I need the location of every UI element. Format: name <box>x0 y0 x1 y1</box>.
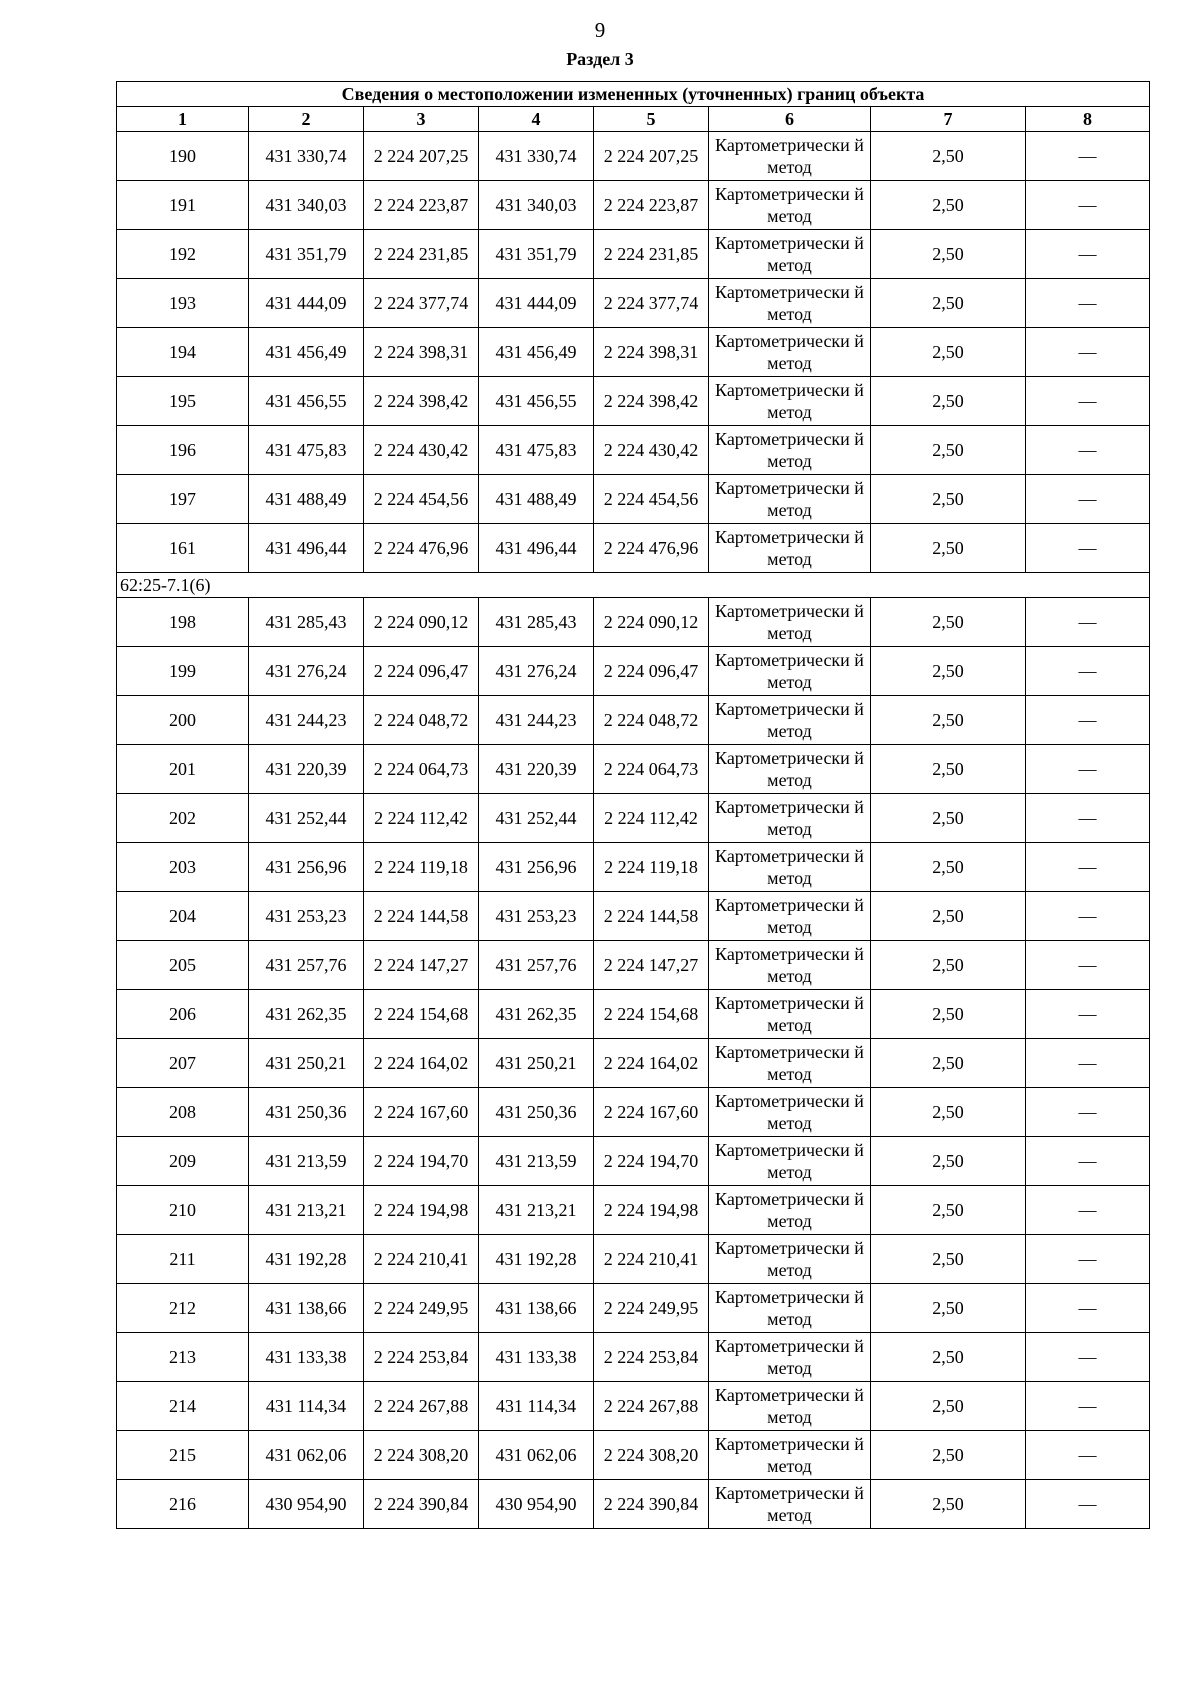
table-row <box>117 598 1150 647</box>
cell-col-8: — <box>1026 843 1150 892</box>
cell-col-1: 211 <box>117 1235 249 1284</box>
cell-col-7: 2,50 <box>871 475 1026 524</box>
cell-col-7: 2,50 <box>871 1284 1026 1333</box>
cell-col-3: 2 224 223,87 <box>364 181 479 230</box>
cell-col-4: 431 475,83 <box>479 426 594 475</box>
cell-col-7: 2,50 <box>871 1137 1026 1186</box>
cell-col-8: — <box>1026 1235 1150 1284</box>
column-header-2: 2 <box>249 107 364 132</box>
cell-col-6: Картометрически й метод <box>709 990 871 1039</box>
cell-col-8: — <box>1026 475 1150 524</box>
cell-col-7: 2,50 <box>871 181 1026 230</box>
cell-col-7: 2,50 <box>871 1088 1026 1137</box>
cell-col-8: — <box>1026 328 1150 377</box>
cell-col-2: 430 954,90 <box>249 1480 364 1529</box>
table-row <box>117 794 1150 843</box>
cell-col-3: 2 224 194,70 <box>364 1137 479 1186</box>
cell-col-6: Картометрически й метод <box>709 598 871 647</box>
cell-col-8: — <box>1026 941 1150 990</box>
cell-col-2: 431 456,55 <box>249 377 364 426</box>
cell-col-5: 2 224 398,31 <box>594 328 709 377</box>
cell-col-2: 431 244,23 <box>249 696 364 745</box>
cell-col-2: 431 351,79 <box>249 230 364 279</box>
cell-col-2: 431 250,21 <box>249 1039 364 1088</box>
cell-col-7: 2,50 <box>871 279 1026 328</box>
column-header-3: 3 <box>364 107 479 132</box>
cell-col-3: 2 224 390,84 <box>364 1480 479 1529</box>
cell-col-2: 431 285,43 <box>249 598 364 647</box>
cell-col-6: Картометрически й метод <box>709 647 871 696</box>
cell-col-3: 2 224 398,42 <box>364 377 479 426</box>
cell-col-7: 2,50 <box>871 1480 1026 1529</box>
cell-col-3: 2 224 454,56 <box>364 475 479 524</box>
cell-col-2: 431 213,59 <box>249 1137 364 1186</box>
column-header-7: 7 <box>871 107 1026 132</box>
cell-col-1: 214 <box>117 1382 249 1431</box>
cell-col-1: 210 <box>117 1186 249 1235</box>
table-row <box>117 426 1150 475</box>
cell-col-1: 201 <box>117 745 249 794</box>
cell-col-5: 2 224 430,42 <box>594 426 709 475</box>
group-row <box>117 573 1150 598</box>
cell-col-6: Картометрически й метод <box>709 1333 871 1382</box>
cell-col-8: — <box>1026 1333 1150 1382</box>
cell-col-2: 431 114,34 <box>249 1382 364 1431</box>
cell-col-1: 196 <box>117 426 249 475</box>
cell-col-4: 431 488,49 <box>479 475 594 524</box>
cell-col-5: 2 224 249,95 <box>594 1284 709 1333</box>
cell-col-4: 431 262,35 <box>479 990 594 1039</box>
cell-col-2: 431 257,76 <box>249 941 364 990</box>
table-row <box>117 892 1150 941</box>
cell-col-5: 2 224 090,12 <box>594 598 709 647</box>
cell-col-8: — <box>1026 1088 1150 1137</box>
table-row <box>117 475 1150 524</box>
cell-col-6: Картометрически й метод <box>709 524 871 573</box>
cell-col-6: Картометрически й метод <box>709 1284 871 1333</box>
cell-col-2: 431 253,23 <box>249 892 364 941</box>
cell-col-3: 2 224 167,60 <box>364 1088 479 1137</box>
cell-col-6: Картометрически й метод <box>709 377 871 426</box>
cell-col-4: 431 256,96 <box>479 843 594 892</box>
cell-col-1: 203 <box>117 843 249 892</box>
cell-col-1: 213 <box>117 1333 249 1382</box>
table-row <box>117 647 1150 696</box>
cell-col-2: 431 256,96 <box>249 843 364 892</box>
cell-col-2: 431 192,28 <box>249 1235 364 1284</box>
cell-col-6: Картометрически й метод <box>709 230 871 279</box>
page-number: 9 <box>594 18 606 42</box>
table-row <box>117 1137 1150 1186</box>
cell-col-5: 2 224 154,68 <box>594 990 709 1039</box>
column-numbers-row <box>117 107 1150 132</box>
cell-col-3: 2 224 164,02 <box>364 1039 479 1088</box>
cell-col-2: 431 062,06 <box>249 1431 364 1480</box>
cell-col-1: 207 <box>117 1039 249 1088</box>
cell-col-3: 2 224 096,47 <box>364 647 479 696</box>
cell-col-7: 2,50 <box>871 377 1026 426</box>
cell-col-2: 431 330,74 <box>249 132 364 181</box>
cell-col-7: 2,50 <box>871 524 1026 573</box>
cell-col-4: 431 496,44 <box>479 524 594 573</box>
table-row <box>117 843 1150 892</box>
cell-col-5: 2 224 194,70 <box>594 1137 709 1186</box>
cell-col-4: 431 285,43 <box>479 598 594 647</box>
table-caption: Сведения о местоположении измененных (уточненных) границ объекта <box>117 82 1150 107</box>
cell-col-2: 431 250,36 <box>249 1088 364 1137</box>
cell-col-6: Картометрически й метод <box>709 892 871 941</box>
table-row <box>117 328 1150 377</box>
cell-col-7: 2,50 <box>871 941 1026 990</box>
cell-col-4: 431 133,38 <box>479 1333 594 1382</box>
cell-col-7: 2,50 <box>871 745 1026 794</box>
cell-col-5: 2 224 207,25 <box>594 132 709 181</box>
cell-col-4: 431 138,66 <box>479 1284 594 1333</box>
cell-col-4: 431 252,44 <box>479 794 594 843</box>
cell-col-5: 2 224 223,87 <box>594 181 709 230</box>
cell-col-5: 2 224 210,41 <box>594 1235 709 1284</box>
cell-col-6: Картометрически й метод <box>709 475 871 524</box>
cell-col-7: 2,50 <box>871 990 1026 1039</box>
table-row <box>117 1382 1150 1431</box>
cell-col-6: Картометрически й метод <box>709 1480 871 1529</box>
cell-col-7: 2,50 <box>871 230 1026 279</box>
cell-col-3: 2 224 398,31 <box>364 328 479 377</box>
cell-col-7: 2,50 <box>871 1235 1026 1284</box>
cell-col-2: 431 276,24 <box>249 647 364 696</box>
cell-col-1: 209 <box>117 1137 249 1186</box>
cell-col-6: Картометрически й метод <box>709 745 871 794</box>
table-row <box>117 181 1150 230</box>
cell-col-5: 2 224 096,47 <box>594 647 709 696</box>
cell-col-6: Картометрически й метод <box>709 1137 871 1186</box>
cell-col-4: 431 257,76 <box>479 941 594 990</box>
cell-col-7: 2,50 <box>871 1431 1026 1480</box>
cell-col-4: 431 276,24 <box>479 647 594 696</box>
cell-col-6: Картометрически й метод <box>709 1039 871 1088</box>
cell-col-1: 198 <box>117 598 249 647</box>
cell-col-1: 197 <box>117 475 249 524</box>
group-label: 62:25-7.1(6) <box>117 573 1150 598</box>
column-header-4: 4 <box>479 107 594 132</box>
cell-col-4: 431 213,59 <box>479 1137 594 1186</box>
column-header-1: 1 <box>117 107 249 132</box>
cell-col-4: 431 456,49 <box>479 328 594 377</box>
column-header-5: 5 <box>594 107 709 132</box>
cell-col-1: 192 <box>117 230 249 279</box>
cell-col-8: — <box>1026 1186 1150 1235</box>
cell-col-3: 2 224 253,84 <box>364 1333 479 1382</box>
cell-col-8: — <box>1026 1480 1150 1529</box>
cell-col-5: 2 224 147,27 <box>594 941 709 990</box>
cell-col-7: 2,50 <box>871 892 1026 941</box>
cell-col-6: Картометрически й метод <box>709 181 871 230</box>
table-body <box>117 132 1150 1529</box>
cell-col-2: 431 138,66 <box>249 1284 364 1333</box>
cell-col-7: 2,50 <box>871 1186 1026 1235</box>
cell-col-1: 190 <box>117 132 249 181</box>
cell-col-8: — <box>1026 181 1150 230</box>
cell-col-8: — <box>1026 426 1150 475</box>
cell-col-8: — <box>1026 647 1150 696</box>
cell-col-6: Картометрически й метод <box>709 426 871 475</box>
cell-col-7: 2,50 <box>871 1039 1026 1088</box>
cell-col-7: 2,50 <box>871 132 1026 181</box>
cell-col-7: 2,50 <box>871 426 1026 475</box>
cell-col-8: — <box>1026 377 1150 426</box>
table-row <box>117 1480 1150 1529</box>
cell-col-1: 200 <box>117 696 249 745</box>
section-title: Раздел 3 <box>566 49 634 69</box>
cell-col-2: 431 496,44 <box>249 524 364 573</box>
cell-col-8: — <box>1026 1382 1150 1431</box>
cell-col-1: 194 <box>117 328 249 377</box>
table-row <box>117 1186 1150 1235</box>
cell-col-1: 216 <box>117 1480 249 1529</box>
cell-col-2: 431 475,83 <box>249 426 364 475</box>
cell-col-2: 431 252,44 <box>249 794 364 843</box>
cell-col-1: 202 <box>117 794 249 843</box>
table-row <box>117 230 1150 279</box>
cell-col-8: — <box>1026 745 1150 794</box>
cell-col-4: 431 250,21 <box>479 1039 594 1088</box>
cell-col-2: 431 213,21 <box>249 1186 364 1235</box>
cell-col-1: 215 <box>117 1431 249 1480</box>
cell-col-5: 2 224 064,73 <box>594 745 709 794</box>
cell-col-1: 195 <box>117 377 249 426</box>
cell-col-8: — <box>1026 794 1150 843</box>
table-row <box>117 1235 1150 1284</box>
cell-col-2: 431 456,49 <box>249 328 364 377</box>
cell-col-3: 2 224 112,42 <box>364 794 479 843</box>
cell-col-8: — <box>1026 132 1150 181</box>
cell-col-5: 2 224 398,42 <box>594 377 709 426</box>
cell-col-3: 2 224 194,98 <box>364 1186 479 1235</box>
table-row <box>117 1333 1150 1382</box>
boundary-table <box>116 81 1150 1529</box>
cell-col-3: 2 224 048,72 <box>364 696 479 745</box>
cell-col-2: 431 444,09 <box>249 279 364 328</box>
column-header-8: 8 <box>1026 107 1150 132</box>
table-row <box>117 745 1150 794</box>
cell-col-3: 2 224 147,27 <box>364 941 479 990</box>
cell-col-1: 208 <box>117 1088 249 1137</box>
cell-col-5: 2 224 253,84 <box>594 1333 709 1382</box>
cell-col-5: 2 224 144,58 <box>594 892 709 941</box>
cell-col-8: — <box>1026 524 1150 573</box>
cell-col-1: 212 <box>117 1284 249 1333</box>
cell-col-5: 2 224 454,56 <box>594 475 709 524</box>
cell-col-6: Картометрически й метод <box>709 1382 871 1431</box>
table-row <box>117 696 1150 745</box>
cell-col-6: Картометрически й метод <box>709 279 871 328</box>
cell-col-4: 431 114,34 <box>479 1382 594 1431</box>
cell-col-3: 2 224 249,95 <box>364 1284 479 1333</box>
cell-col-2: 431 340,03 <box>249 181 364 230</box>
column-header-6: 6 <box>709 107 871 132</box>
cell-col-3: 2 224 210,41 <box>364 1235 479 1284</box>
table-row <box>117 377 1150 426</box>
cell-col-5: 2 224 194,98 <box>594 1186 709 1235</box>
cell-col-7: 2,50 <box>871 1382 1026 1431</box>
cell-col-8: — <box>1026 892 1150 941</box>
cell-col-7: 2,50 <box>871 843 1026 892</box>
table-row <box>117 990 1150 1039</box>
cell-col-8: — <box>1026 279 1150 328</box>
cell-col-2: 431 488,49 <box>249 475 364 524</box>
cell-col-3: 2 224 476,96 <box>364 524 479 573</box>
cell-col-4: 431 253,23 <box>479 892 594 941</box>
table-row <box>117 279 1150 328</box>
cell-col-4: 431 330,74 <box>479 132 594 181</box>
cell-col-6: Картометрически й метод <box>709 328 871 377</box>
cell-col-1: 193 <box>117 279 249 328</box>
cell-col-4: 431 244,23 <box>479 696 594 745</box>
cell-col-1: 161 <box>117 524 249 573</box>
cell-col-7: 2,50 <box>871 328 1026 377</box>
cell-col-5: 2 224 231,85 <box>594 230 709 279</box>
cell-col-8: — <box>1026 1137 1150 1186</box>
table-row <box>117 1284 1150 1333</box>
table-row <box>117 1431 1150 1480</box>
cell-col-5: 2 224 390,84 <box>594 1480 709 1529</box>
cell-col-7: 2,50 <box>871 794 1026 843</box>
cell-col-7: 2,50 <box>871 696 1026 745</box>
cell-col-5: 2 224 164,02 <box>594 1039 709 1088</box>
cell-col-5: 2 224 167,60 <box>594 1088 709 1137</box>
table-row <box>117 941 1150 990</box>
cell-col-4: 431 444,09 <box>479 279 594 328</box>
cell-col-8: — <box>1026 1284 1150 1333</box>
cell-col-6: Картометрически й метод <box>709 696 871 745</box>
cell-col-6: Картометрически й метод <box>709 1088 871 1137</box>
cell-col-6: Картометрически й метод <box>709 794 871 843</box>
cell-col-4: 431 250,36 <box>479 1088 594 1137</box>
cell-col-3: 2 224 267,88 <box>364 1382 479 1431</box>
cell-col-4: 431 340,03 <box>479 181 594 230</box>
cell-col-8: — <box>1026 598 1150 647</box>
cell-col-4: 431 351,79 <box>479 230 594 279</box>
table-row <box>117 1088 1150 1137</box>
cell-col-1: 199 <box>117 647 249 696</box>
cell-col-3: 2 224 064,73 <box>364 745 479 794</box>
table-row <box>117 132 1150 181</box>
table-row <box>117 1039 1150 1088</box>
cell-col-5: 2 224 267,88 <box>594 1382 709 1431</box>
cell-col-7: 2,50 <box>871 1333 1026 1382</box>
cell-col-1: 205 <box>117 941 249 990</box>
cell-col-3: 2 224 430,42 <box>364 426 479 475</box>
cell-col-3: 2 224 308,20 <box>364 1431 479 1480</box>
cell-col-4: 431 192,28 <box>479 1235 594 1284</box>
cell-col-5: 2 224 048,72 <box>594 696 709 745</box>
cell-col-6: Картометрически й метод <box>709 1235 871 1284</box>
cell-col-2: 431 220,39 <box>249 745 364 794</box>
cell-col-5: 2 224 377,74 <box>594 279 709 328</box>
cell-col-6: Картометрически й метод <box>709 1186 871 1235</box>
cell-col-6: Картометрически й метод <box>709 843 871 892</box>
cell-col-2: 431 262,35 <box>249 990 364 1039</box>
cell-col-6: Картометрически й метод <box>709 1431 871 1480</box>
cell-col-4: 431 220,39 <box>479 745 594 794</box>
cell-col-6: Картометрически й метод <box>709 941 871 990</box>
cell-col-1: 191 <box>117 181 249 230</box>
cell-col-1: 206 <box>117 990 249 1039</box>
cell-col-7: 2,50 <box>871 647 1026 696</box>
cell-col-1: 204 <box>117 892 249 941</box>
table-row <box>117 524 1150 573</box>
cell-col-3: 2 224 119,18 <box>364 843 479 892</box>
cell-col-5: 2 224 476,96 <box>594 524 709 573</box>
cell-col-3: 2 224 090,12 <box>364 598 479 647</box>
cell-col-2: 431 133,38 <box>249 1333 364 1382</box>
cell-col-8: — <box>1026 230 1150 279</box>
cell-col-3: 2 224 207,25 <box>364 132 479 181</box>
cell-col-4: 431 213,21 <box>479 1186 594 1235</box>
cell-col-4: 430 954,90 <box>479 1480 594 1529</box>
cell-col-8: — <box>1026 990 1150 1039</box>
cell-col-4: 431 062,06 <box>479 1431 594 1480</box>
cell-col-7: 2,50 <box>871 598 1026 647</box>
cell-col-3: 2 224 144,58 <box>364 892 479 941</box>
cell-col-8: — <box>1026 696 1150 745</box>
cell-col-5: 2 224 308,20 <box>594 1431 709 1480</box>
cell-col-8: — <box>1026 1431 1150 1480</box>
cell-col-5: 2 224 112,42 <box>594 794 709 843</box>
cell-col-3: 2 224 377,74 <box>364 279 479 328</box>
cell-col-5: 2 224 119,18 <box>594 843 709 892</box>
cell-col-4: 431 456,55 <box>479 377 594 426</box>
cell-col-6: Картометрически й метод <box>709 132 871 181</box>
cell-col-3: 2 224 154,68 <box>364 990 479 1039</box>
cell-col-3: 2 224 231,85 <box>364 230 479 279</box>
cell-col-8: — <box>1026 1039 1150 1088</box>
